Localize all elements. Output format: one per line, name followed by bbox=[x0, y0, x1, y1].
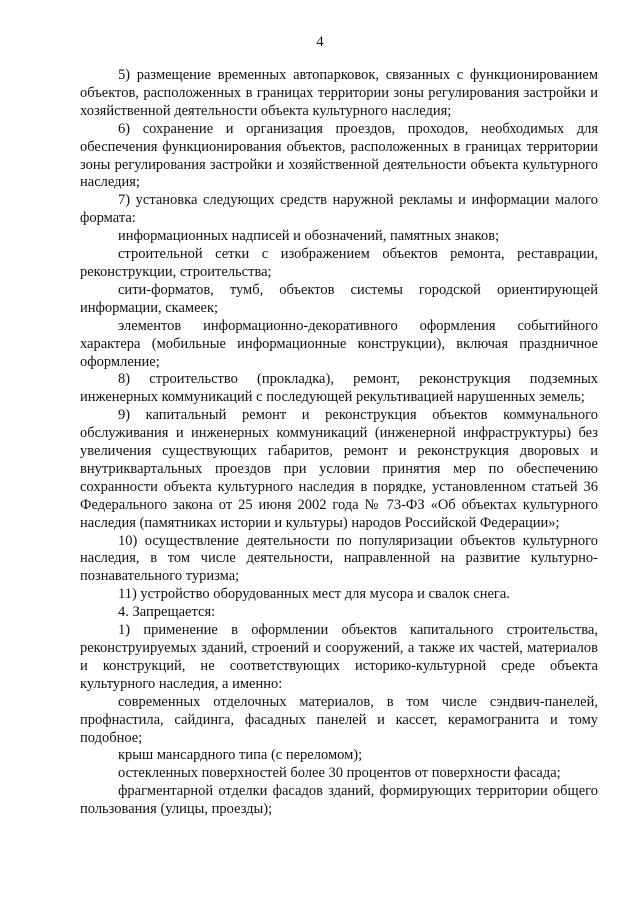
paragraph-item-5: 5) размещение временных автопарковок, связанных с функционированием объектов, расположенных в границах территории зоны регулирования застройки и хозяйственной деятельности объекта культурного наследия; bbox=[80, 67, 598, 119]
paragraph-subitem: сити-форматов, тумб, объектов системы городской ориентирующей информации, скамеек; bbox=[80, 281, 598, 316]
paragraph-item-10: 10) осуществление деятельности по популяризации объектов культурного наследия, в том числе деятельности, направленной на развитие культурно-познавательного туризма; bbox=[80, 532, 598, 585]
paragraph-item-8: 8) строительство (прокладка), ремонт, реконструкция подземных инженерных коммуникаций с последующей рекультивацией нарушенных земель; bbox=[80, 371, 598, 406]
paragraph-subitem: фрагментарной отделки фасадов зданий, формирующих территории общего пользования (улицы, проезды); bbox=[80, 783, 598, 818]
paragraph-subitem: информационных надписей и обозначений, памятных знаков; bbox=[118, 228, 500, 245]
paragraph-item-9: 9) капитальный ремонт и реконструкция объектов коммунального обслуживания и инженерных коммуникаций (инженерной инфраструктуры) без увеличения существующих габаритов, ремонт и реконструкция дворовых и внутриквартальных проездов при условии принятия мер по обеспечению сохранности объекта культурного наследия в порядке, установленном статьей 36 Федерального закона от 25 июня 2002 года № 73-ФЗ «Об объектах культурного наследия (памятниках истории и культуры) народов Российской Федерации»; bbox=[80, 407, 598, 531]
paragraph-item-11: 11) устройство оборудованных мест для мусора и свалок снега. bbox=[118, 586, 510, 603]
body-text bbox=[80, 67, 598, 819]
paragraph-item-1: 1) применение в оформлении объектов капитального строительства, реконструируемых зданий, строений и сооружений, а также их частей, материалов и конструкций, не соответствующих историко-культурной среде объекта культурного наследия, а именно: bbox=[80, 622, 598, 692]
paragraph-subitem: строительной сетки с изображением объектов ремонта, реставрации, реконструкции, строительства; bbox=[80, 246, 598, 280]
paragraph-subitem: остекленных поверхностей более 30 процентов от поверхности фасада; bbox=[118, 765, 561, 782]
paragraph-item-6: 6) сохранение и организация проездов, проходов, необходимых для обеспечения функционирования объектов, расположенных в границах территории зоны регулирования застройки и хозяйственной деятельности объекта культурного наследия; bbox=[80, 120, 598, 191]
paragraph-subitem: современных отделочных материалов, в том числе сэндвич-панелей, профнастила, сайдинга, фасадных панелей и кассет, керамогранита и тому подобное; bbox=[80, 693, 598, 746]
section-heading: 4. Запрещается: bbox=[118, 604, 216, 621]
paragraph-subitem: крыш мансардного типа (с переломом); bbox=[118, 747, 363, 764]
paragraph-subitem: элементов информационно-декоративного оформления событийного характера (мобильные информационные конструкции), включая праздничное оформление; bbox=[80, 317, 598, 370]
page-number: 4 bbox=[316, 34, 324, 50]
paragraph-item-7: 7) установка следующих средств наружной рекламы и информации малого формата: bbox=[80, 192, 598, 227]
